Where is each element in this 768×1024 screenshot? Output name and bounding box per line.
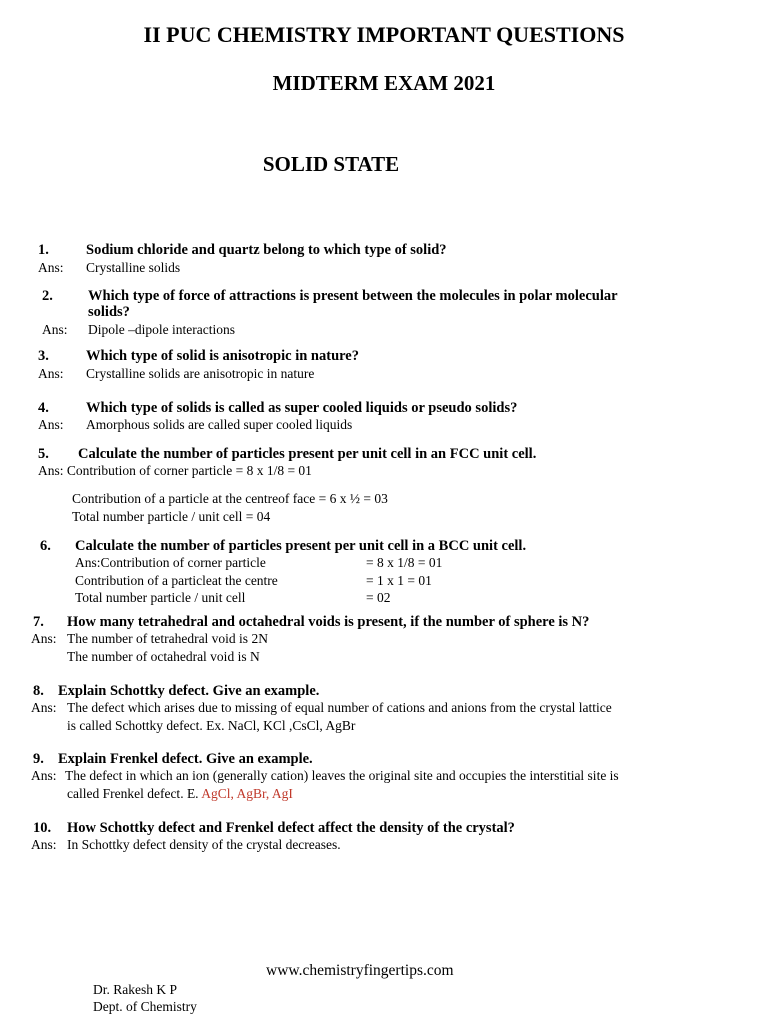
question-text: Calculate the number of particles present per unit cell in an FCC unit cell. xyxy=(78,446,537,462)
page-title: II PUC CHEMISTRY IMPORTANT QUESTIONS xyxy=(143,22,625,47)
question-text: Sodium chloride and quartz belong to which type of solid? xyxy=(86,242,447,258)
answer-text: The defect which arises due to missing of equal number of cations and anions from the crystal lattice xyxy=(67,700,612,715)
answer-row-value: = 8 x 1/8 = 01 xyxy=(366,555,443,570)
answer-row-label: Total number particle / unit cell xyxy=(75,590,246,605)
answer-label: Ans: xyxy=(38,417,64,432)
answer-row-label: Contribution of a particleat the centre xyxy=(75,573,278,588)
question-number: 2. xyxy=(42,288,53,304)
question-text: Which type of solids is called as super cooled liquids or pseudo solids? xyxy=(86,400,518,416)
footer-website: www.chemistryfingertips.com xyxy=(266,962,454,979)
footer-department: Dept. of Chemistry xyxy=(93,999,197,1014)
answer-text: The defect in which an ion (generally cation) leaves the original site and occupies the interstitial site is xyxy=(65,768,619,783)
question-text: Explain Schottky defect. Give an example. xyxy=(58,683,320,699)
answer-row-label: Ans:Contribution of corner particle xyxy=(75,555,266,570)
answer-label: Ans: xyxy=(38,366,64,381)
question-text-continued: solids? xyxy=(88,304,130,320)
answer-text: Crystalline solids are anisotropic in nature xyxy=(86,366,315,381)
question-text: Which type of solid is anisotropic in nature? xyxy=(86,348,359,364)
answer-text: Crystalline solids xyxy=(86,260,181,275)
question-text: Calculate the number of particles present per unit cell in a BCC unit cell. xyxy=(75,538,527,554)
question-text: How many tetrahedral and octahedral voids is present, if the number of sphere is N? xyxy=(67,614,590,630)
question-text: Which type of force of attractions is present between the molecules in polar molecular xyxy=(88,288,618,304)
answer-label: Ans: xyxy=(31,700,57,715)
answer-label: Ans: xyxy=(38,260,64,275)
answer-examples: AgCl, AgBr, AgI xyxy=(201,786,293,801)
section-heading: SOLID STATE xyxy=(262,152,400,176)
answer-text-line-3: Total number particle / unit cell = 04 xyxy=(72,509,271,524)
question-number: 8. xyxy=(33,683,44,699)
answer-text: Amorphous solids are called super cooled liquids xyxy=(86,417,353,432)
question-number: 9. xyxy=(33,751,44,767)
answer-label: Ans: xyxy=(31,768,57,783)
answer-row-value: = 02 xyxy=(366,590,391,605)
question-number: 6. xyxy=(40,538,51,554)
question-number: 3. xyxy=(38,348,49,364)
question-number: 10. xyxy=(33,820,52,836)
answer-text: The number of tetrahedral void is 2N xyxy=(67,631,268,646)
question-number: 4. xyxy=(38,400,49,416)
answer-label: Ans: xyxy=(31,631,57,646)
answer-label: Ans: xyxy=(42,322,68,337)
footer-author: Dr. Rakesh K P xyxy=(93,982,177,997)
answer-row-value: = 1 x 1 = 01 xyxy=(366,573,432,588)
answer-text-line-2 xyxy=(67,786,293,802)
question-number: 1. xyxy=(38,242,49,258)
question-number: 5. xyxy=(38,446,49,462)
answer-text: Ans: Contribution of corner particle = 8 x 1/8 = 01 xyxy=(38,463,312,478)
answer-text: Dipole –dipole interactions xyxy=(88,322,235,337)
answer-text-line-2: Contribution of a particle at the centreof face = 6 x ½ = 03 xyxy=(72,491,388,506)
answer-label: Ans: xyxy=(31,837,57,852)
answer-text-line-2: is called Schottky defect. Ex. NaCl, KCl ,CsCl, AgBr xyxy=(67,718,356,733)
question-number: 7. xyxy=(33,614,44,630)
answer-text-plain: called Frenkel defect. E. xyxy=(67,786,202,801)
answer-text: In Schottky defect density of the crystal decreases. xyxy=(67,837,341,852)
answer-text-line-2: The number of octahedral void is N xyxy=(67,649,260,664)
page-subtitle: MIDTERM EXAM 2021 xyxy=(272,71,496,95)
question-text: How Schottky defect and Frenkel defect affect the density of the crystal? xyxy=(67,820,515,836)
question-text: Explain Frenkel defect. Give an example. xyxy=(58,751,313,767)
